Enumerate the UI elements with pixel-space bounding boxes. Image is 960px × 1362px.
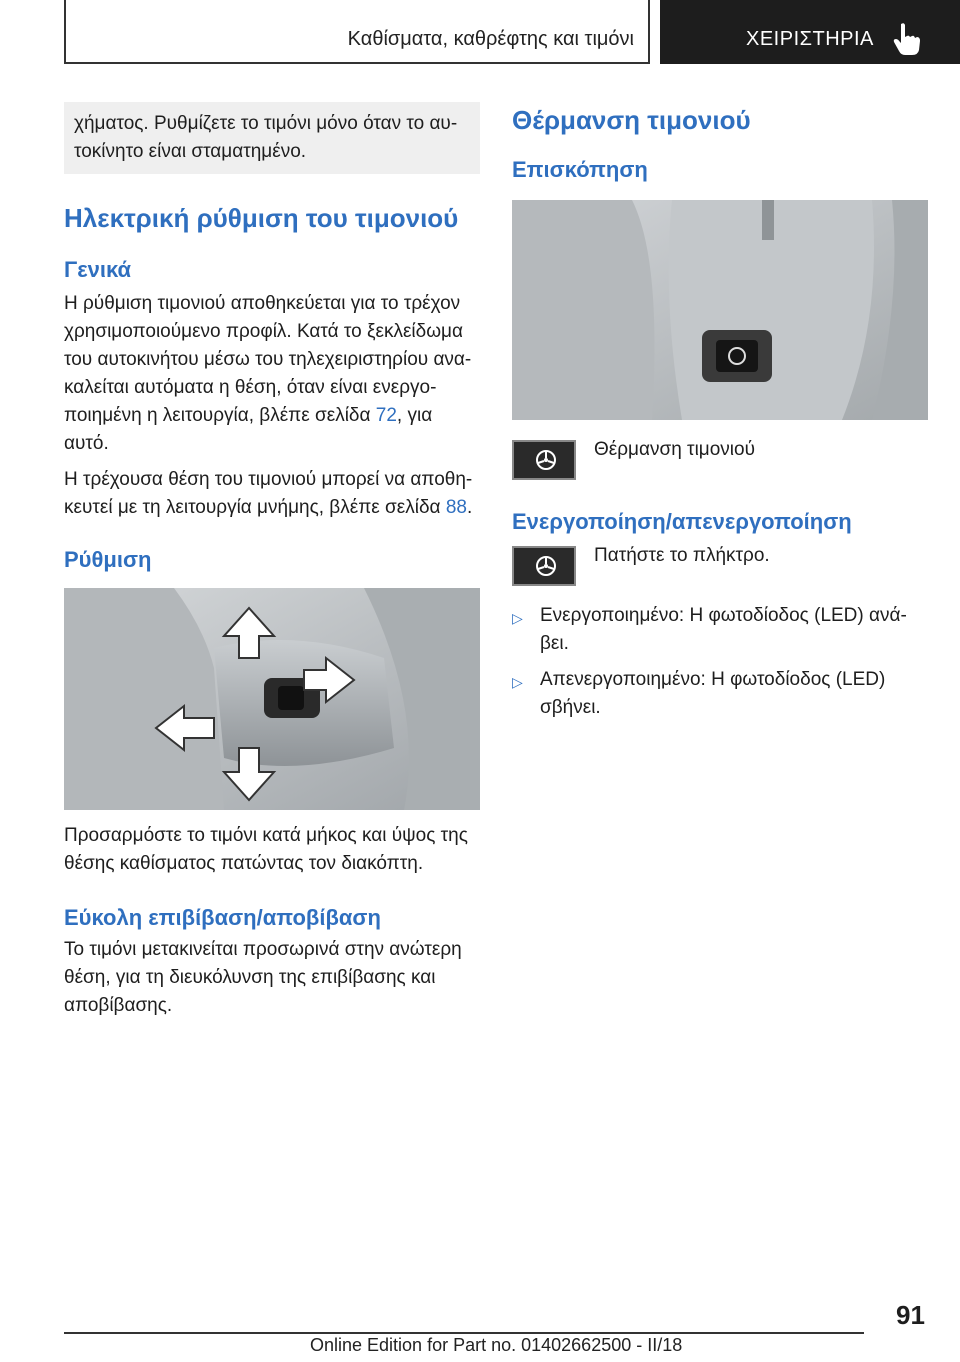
heading-general: Γενικά	[64, 257, 132, 282]
triangle-bullet-icon: ▷	[512, 674, 523, 690]
bullet-text: Απενεργοποιημένο: Η φωτοδίοδος (LED) σβήνει.	[540, 669, 886, 718]
icon-label-steering-heating: Θέρμανση τιμονιού	[594, 439, 755, 460]
icon-legend-row	[512, 436, 928, 480]
chapter-title: Καθίσματα, καθρέφτης και τιμόνι	[347, 28, 634, 50]
page-number: 91	[896, 1300, 925, 1330]
steering-adjust-illustration	[64, 588, 480, 810]
bullet-item	[512, 602, 928, 658]
bullet-text: Ενεργοποιημένο: Η φωτοδίοδος (LED) ανά-βει.	[540, 605, 907, 654]
heading-easy-entry: Εύκολη επιβίβαση/αποβίβαση	[64, 905, 381, 930]
edition-text: Online Edition for Part no. 01402662500 - II/18	[310, 1335, 683, 1355]
heating-button-photo	[512, 200, 928, 420]
adjust-switch-photo	[64, 588, 480, 810]
page-link-72[interactable]: 72	[375, 405, 397, 426]
paragraph-general: Η ρύθμιση τιμονιού αποθηκεύεται για το τρέχον χρησιμοποιούμενο προφίλ. Κατά το ξεκλείδωμα του αυτοκινήτου μέσω του τηλεχειριστηρίου ανα-καλείται αυτόματα η θέση, όταν είναι ενεργο-ποιημένη η λειτουργία, βλέπε σελίδα 72, για αυτό.	[64, 293, 472, 454]
paragraph-adjustment: Προσαρμόστε το τιμόνι κατά μήκος και ύψος της θέσης καθίσματος πατώντας τον διακόπτη.	[64, 825, 468, 874]
press-button-text: Πατήστε το πλήκτρο.	[594, 545, 770, 566]
steering-heating-button-icon[interactable]	[512, 546, 576, 586]
left-column	[64, 102, 480, 1020]
heading-steering-heating: Θέρμανση τιμονιού	[512, 105, 751, 135]
header-chapter-box	[64, 0, 650, 64]
heading-electric-adjustment: Ηλεκτρική ρύθμιση του τιμονιού	[64, 203, 459, 233]
page-link-88[interactable]: 88	[445, 497, 467, 518]
right-column	[512, 102, 928, 722]
paragraph-easy-entry: Το τιμόνι μετακινείται προσωρινά στην ανώτερη θέση, για τη διευκόλυνση της επιβίβασης και αποβίβασης.	[64, 939, 462, 1016]
press-button-row	[512, 542, 928, 586]
hand-pointer-icon	[892, 22, 922, 56]
steering-heating-button-icon	[512, 440, 576, 480]
note-text: χήματος. Ρυθμίζετε το τιμόνι μόνο όταν το αυ-τοκίνητο είναι σταματημένο.	[74, 113, 458, 162]
bullet-item	[512, 666, 928, 722]
heading-on-off: Ενεργοποίηση/απενεργοποίηση	[512, 509, 852, 534]
paragraph-memory: Η τρέχουσα θέση του τιμονιού μπορεί να αποθη-κευτεί με τη λειτουργία μνήμης, βλέπε σελίδα 88.	[64, 469, 473, 518]
heading-overview: Επισκόπηση	[512, 157, 648, 182]
triangle-bullet-icon: ▷	[512, 610, 523, 626]
heading-adjustment: Ρύθμιση	[64, 547, 152, 572]
footer-divider	[64, 1332, 864, 1334]
section-tab-label: ΧΕΙΡΙΣΤΗΡΙΑ	[746, 28, 874, 50]
section-tab[interactable]	[660, 0, 960, 64]
steering-column-illustration	[512, 200, 928, 420]
note-box	[64, 102, 480, 174]
